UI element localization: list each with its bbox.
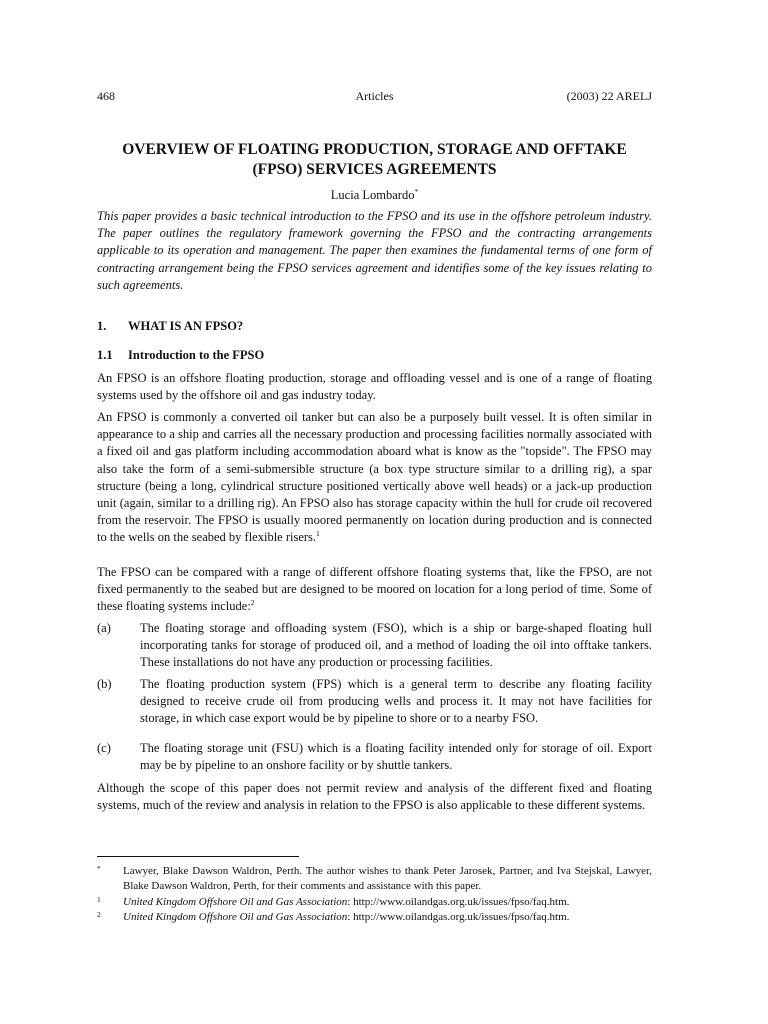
footnote-author <box>97 864 652 894</box>
list-item-label: (c) <box>97 741 111 755</box>
subsection-heading <box>97 347 264 363</box>
footnote-mark: 1 <box>97 895 101 904</box>
section-heading <box>97 318 243 334</box>
footnote-text: Lawyer, Blake Dawson Waldron, Perth. The author wishes to thank Peter Jarosek, Partner, and Iva Stejskal, Lawyer, Blake Dawson Waldron, Perth, for their comments and assistance with this paper. <box>123 865 652 892</box>
section-title: WHAT IS AN FPSO? <box>128 319 244 333</box>
author-name: Lucia Lombardo <box>330 188 415 202</box>
paragraph-2 <box>97 409 652 547</box>
list-item-text: The floating storage unit (FSU) which is a floating facility intended only for storage of oil. Export may be by pipeline to an onshore facility or by shuttle tankers. <box>140 741 652 773</box>
paragraph-3 <box>97 564 652 616</box>
paragraph-4: Although the scope of this paper does not permit review and analysis of the different fixed and floating systems, much of the review and analysis in relation to the FPSO is also applicable to these different systems. <box>97 781 652 813</box>
footnote-text <box>123 895 652 910</box>
footnote-mark: * <box>97 864 101 873</box>
footnote-mark: 2 <box>97 910 101 919</box>
footnote-2 <box>97 910 652 925</box>
footnote-divider <box>97 856 299 857</box>
article-title: OVERVIEW OF FLOATING PRODUCTION, STORAGE AND OFFTAKE (FPSO) SERVICES AGREEMENTS <box>122 141 627 178</box>
footnote-ref-2: 2 <box>250 598 255 608</box>
paragraph-2-text: An FPSO is commonly a converted oil tanker but can also be a purposely built vessel. It is often similar in appearance to a ship and carries all the necessary production and processing facilities normally associated with a fixed oil and gas platform including accommodation aboard what is know as the "topside". The FPSO may also take the form of a semi-submersible structure (a box type structure similar to a drilling rig), a spar structure (being a long, cylindrical structure positioned vertically above well heads) or a jack-up production unit (again, similar to a drilling rig). An FPSO also has storage capacity within the hull for crude oil recovered from the reservoir. The FPSO is usually moored permanently on location during production and is connected to the wells on the seabed by flexible risers. <box>97 410 652 545</box>
list-item-label: (a) <box>97 621 111 635</box>
list-item-text: The floating production system (FPS) which is a general term to describe any floating facility designed to receive crude oil from producing wells and process it. It may not have facilities for storage, in which case export would be by pipeline to shore or to a nearby FSO. <box>140 677 652 726</box>
footnote-ref-1: 1 <box>316 529 320 539</box>
paragraph-1: An FPSO is an offshore floating production, storage and offloading vessel and is one of a range of floating systems used by the offshore oil and gas industry today. <box>97 371 652 403</box>
author-line <box>97 188 652 203</box>
list-item-label: (b) <box>97 677 112 691</box>
section-number: 1. <box>97 319 107 333</box>
section-name: Articles <box>355 89 394 103</box>
page-number: 468 <box>97 89 115 103</box>
footnote-url: : http://www.oilandgas.org.uk/issues/fpso/faq.htm. <box>347 896 570 908</box>
abstract: This paper provides a basic technical introduction to the FPSO and its use in the offshore petroleum industry. The paper outlines the regulatory framework governing the FPSO and the contracting arrangements applicable to its operation and management. The paper then examines the fundamental terms of one form of contracting arrangement being the FPSO services agreement and identifies some of the key issues relating to such agreements. <box>97 209 652 292</box>
footnote-url: : http://www.oilandgas.org.uk/issues/fpso/faq.htm. <box>347 911 570 923</box>
paragraph-3-text: The FPSO can be compared with a range of different offshore floating systems that, like the FPSO, are not fixed permanently to the seabed but are designed to be moored on location for a long period of time. Some of these floating systems include: <box>97 565 652 614</box>
footnote-text <box>123 910 652 925</box>
list-item-a <box>97 620 652 672</box>
subsection-title: Introduction to the FPSO <box>128 348 265 362</box>
footnote-1 <box>97 895 652 910</box>
footnote-source: United Kingdom Offshore Oil and Gas Association <box>123 896 348 908</box>
list-item-c <box>97 740 652 774</box>
list-item-b <box>97 676 652 728</box>
footnote-source: United Kingdom Offshore Oil and Gas Association <box>123 911 348 923</box>
journal-citation: (2003) 22 ARELJ <box>566 89 652 103</box>
author-footnote-mark: * <box>414 187 419 196</box>
list-item-text: The floating storage and offloading system (FSO), which is a ship or barge-shaped floating hull incorporating tanks for storage of produced oil, and a method of loading the oil into offtake tankers. These installations do not have any production or processing facilities. <box>140 621 652 670</box>
subsection-number: 1.1 <box>97 348 113 362</box>
